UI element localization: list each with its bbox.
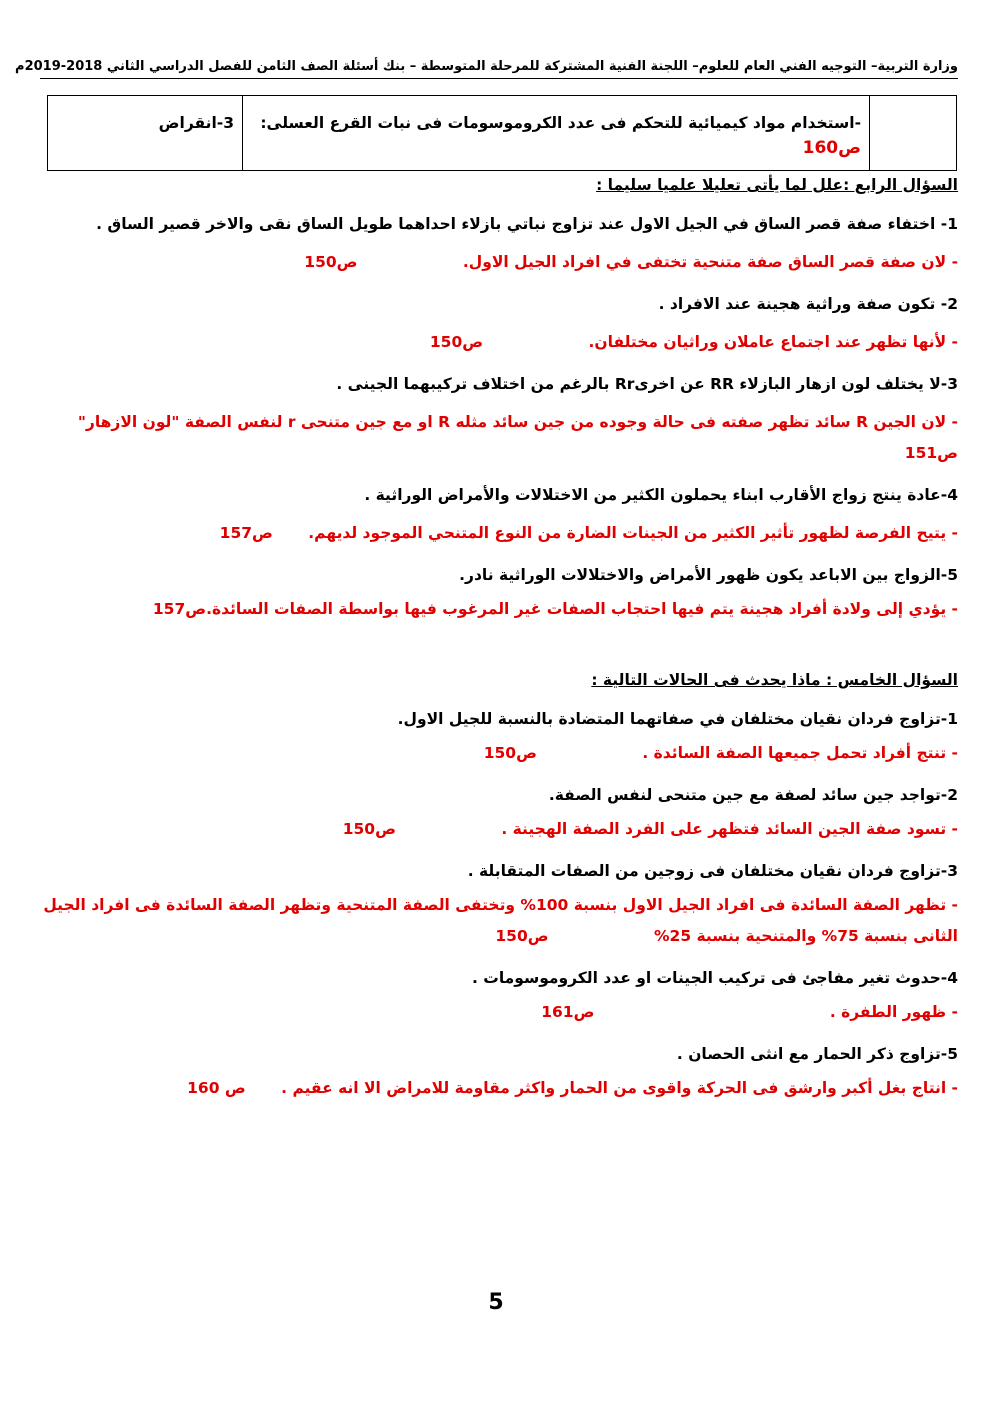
page-number: 5 [488,1290,504,1315]
page-ref: ص150 [483,744,537,762]
answer-5-5 [40,1073,958,1104]
table-empty-cell [870,96,957,171]
answer-text: - لأنها تظهر عند اجتماع عاملان وراثيان مختلفان. [588,333,958,351]
page-ref: ص150 [495,927,549,945]
question-5-3: 3-تزاوج فردان نقيان مختلفان فى زوجين من الصفات المتقابلة . [467,862,958,880]
answer-text: - لان الجين R سائد تظهر صفته فى حالة وجوده من جين سائد مثله R او مع جين متنحى r لنفس الصفة "لون الازهار" [77,413,958,431]
answer-4-5 [40,594,958,625]
page-ref: ص150 [304,253,358,271]
table-main-cell [243,96,870,171]
question-4-2: 2- تكون صفة وراثية هجينة عند الافراد . [658,295,958,313]
page-ref: ص150 [342,820,396,838]
answer-5-4 [40,997,958,1028]
table-side-text: 3-انقراض [158,114,234,132]
answer-text: - انتاج بغل أكبر وارشق فى الحركة واقوى من الحمار واكثر مقاومة للامراض الا انه عقيم . [281,1079,958,1097]
answer-4-1 [40,247,958,278]
answer-5-3 [40,890,958,952]
question-4-5: 5-الزواج بين الاباعد يكون ظهور الأمراض والاختلالات الوراثية نادر. [459,566,958,584]
answer-table [47,95,957,171]
page-ref: ص150 [429,333,484,351]
page-ref: ص161 [541,1003,595,1021]
answer-4-4 [40,518,958,549]
question-5-2: 2-تواجد جين سائد لصفة مع جين متنحى لنفس الصفة. [548,786,958,804]
content [40,172,958,1104]
question-5-1: 1-تزاوج فردان نقيان مختلفان في صفاتهما المتضادة بالنسبة للجيل الاول. [397,710,958,728]
question-5-4: 4-حدوث تغير مفاجئ فى تركيب الجينات او عدد الكروموسومات . [471,969,958,987]
page-ref: ص157 [219,524,273,542]
answer-text: - يتيح الفرصة لظهور تأثير الكثير من الجينات الضارة من النوع المتنحي الموجود لديهم. [308,524,958,542]
answer-text: - تسود صفة الجين السائد فتظهر على الفرد الصفة الهجينة . [501,820,958,838]
answer-5-1 [40,738,958,769]
answer-text: - تنتج أفراد تحمل جميعها الصفة السائدة . [642,744,958,762]
question-4-4: 4-عادة ينتج زواج الأقارب ابناء يحملون الكثير من الاختلالات والأمراض الوراثية . [364,486,958,504]
table-page-ref: ص160 [802,138,861,158]
question-4-1: 1- اختفاء صفة قصر الساق في الجيل الاول عند تزاوج نباتي بازلاء احداهما طويل الساق نقى والاخر قصير الساق . [96,215,958,233]
section-5-title: السؤال الخامس : ماذا يحدث فى الحالات التالية : [591,671,958,689]
answer-4-2 [40,327,958,358]
table-side-cell [48,96,243,171]
answer-text: - ظهور الطفرة . [829,1003,958,1021]
question-4-3: 3-لا يختلف لون ازهار البازلاء RR عن اخرىRr بالرغم من اختلاف تركيبهما الجينى . [336,375,958,393]
answer-5-2 [40,814,958,845]
page-ref: ص 160 [187,1079,246,1097]
answer-text: - لان صفة قصر الساق صفة متنحية تختفى في افراد الجيل الاول. [462,253,958,271]
table-main-text: -استخدام مواد كيميائية للتحكم فى عدد الكروموسومات فى نبات القرع العسلى: [260,114,861,132]
page-ref: ص151 [904,444,958,462]
page-ref: ص157 [152,600,207,618]
page-header: وزارة التربية– التوجيه الفني العام للعلوم– اللجنة الفنية المشتركة للمرحلة المتوسطة – بنك أسئلة الصف الثامن للفصل الدراسي الثاني 2018-2019م [40,59,958,79]
section-4-title: السؤال الرابع :علل لما يأتى تعليلا علميا سليما : [596,176,958,194]
answer-text: - تظهر الصفة السائدة فى افراد الجيل الاول بنسبة 100% وتختفى الصفة المتنحية وتظهر الصفة السائدة فى افراد الجيل الثانى بنسبة 75% والمتنحية بنسبة 25% [43,896,958,945]
answer-text: - يؤدي إلى ولادة أفراد هجينة يتم فيها احتجاب الصفات غير المرغوب فيها بواسطة الصفات السائدة. [206,600,958,618]
question-5-5: 5-تزاوج ذكر الحمار مع انثى الحصان . [676,1045,958,1063]
answer-4-3 [40,407,958,469]
